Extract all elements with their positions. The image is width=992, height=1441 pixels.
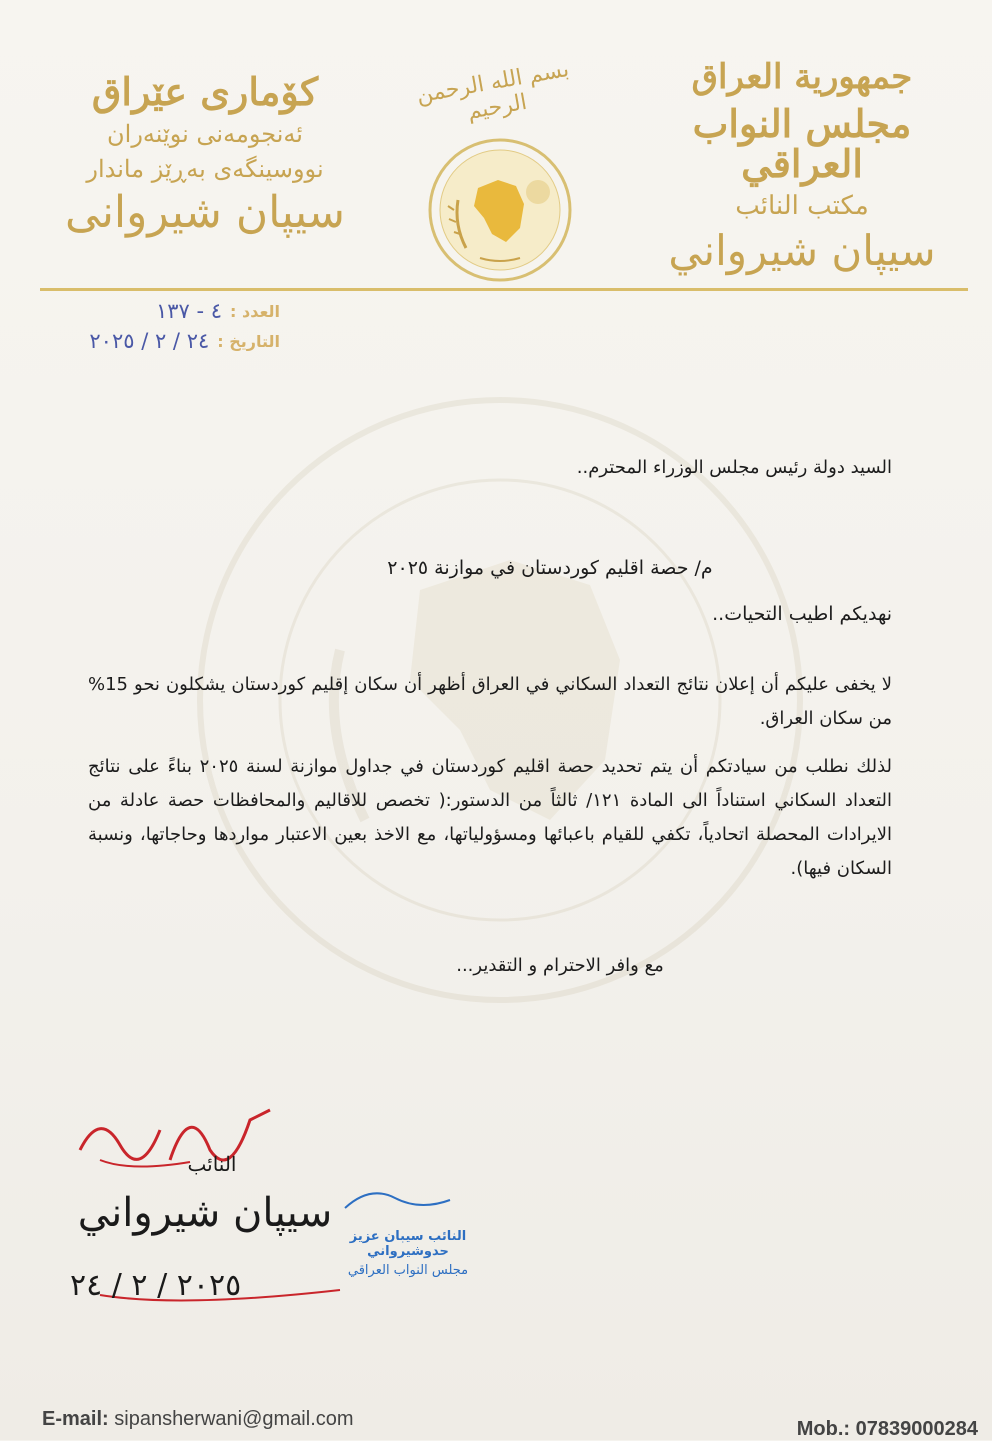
subject-line: م/ حصة اقليم كوردستان في موازنة ٢٠٢٥ (387, 557, 713, 579)
arabic-republic-title: جمهورية العراق (691, 57, 913, 97)
arabic-mp-name: سيپان شيرواني (668, 225, 936, 275)
kurdish-letterhead (40, 69, 370, 239)
arabic-office-title: مكتب النائب (735, 191, 869, 222)
arabic-letterhead (652, 57, 952, 275)
footer-mobile (797, 1418, 978, 1441)
kurdish-mp-name: سیپان شیروانی (65, 187, 345, 239)
addressee: السيد دولة رئيس مجلس الوزراء المحترم.. (576, 457, 892, 478)
basmala: بسم الله الرحمن الرحيم (414, 56, 571, 125)
paragraph-request: لذلك نطلب من سيادتكم أن يتم تحديد حصة اقليم كوردستان في جداول موازنة لسنة ٢٠٢٥ بناءً على نتائج التعداد السكاني استناداً الى المادة ١٢١/ ثالثاً من الدستور:( تخصص للاقاليم والمحافظات حصة عادلة من الايرادات المحصلة اتحادياً، تكفي للقيام باعبائها ومسؤولياتها، مع الاخذ بعين الاعتبار مواردها وحاجاتها، ونسبة السكان فيها). (88, 756, 892, 879)
mobile-label: Mob.: (796, 1418, 851, 1440)
footer (0, 1400, 992, 1440)
stamp-name: النائب سيبان عزيز حدوشيرواني (349, 1229, 467, 1259)
parliament-emblem-icon (420, 130, 580, 290)
greeting: نهديكم اطيب التحيات.. (712, 603, 892, 625)
footer-email (42, 1408, 354, 1431)
signature-title: النائب (187, 1152, 237, 1176)
header-divider (40, 288, 968, 291)
kurdish-republic-title: كۆماری عێراق (91, 69, 319, 114)
stamp-institution: مجلس النواب العراقي (347, 1263, 469, 1278)
closing-line: مع وافر الاحترام و التقدير... (456, 955, 664, 976)
reference-number-row (80, 296, 280, 326)
paragraph-census: لا يخفى عليكم أن إعلان نتائج التعداد السكاني في العراق أظهر أن سكان إقليم كوردستان يشكلون نحو 15% من سكان العراق. (88, 674, 892, 729)
number-value: ٤ - ١٣٧ (155, 299, 223, 323)
email-address: sipansherwani@gmail.com (114, 1408, 354, 1430)
reference-date-row (80, 326, 280, 356)
signature-date: ٢٠٢٥ / ٢ / ٢٤ (70, 1268, 242, 1303)
reference-block (80, 296, 280, 356)
email-label: E-mail: (42, 1408, 109, 1430)
date-label: التاريخ : (217, 331, 280, 351)
date-value: ٢٤ / ٢ / ٢٠٢٥ (89, 329, 210, 353)
signature-name: سيپان شيرواني (77, 1190, 333, 1236)
mobile-number: 07839000284 (855, 1418, 978, 1440)
kurdish-parliament-title: ئەنجومەنی نوێنەران (107, 119, 303, 148)
kurdish-office-title: نووسینگەی بەڕێز ماندار (86, 155, 324, 184)
number-label: العدد : (230, 301, 280, 321)
official-stamp (318, 1195, 498, 1278)
arabic-parliament-title: مجلس النواب العراقي (692, 100, 912, 186)
